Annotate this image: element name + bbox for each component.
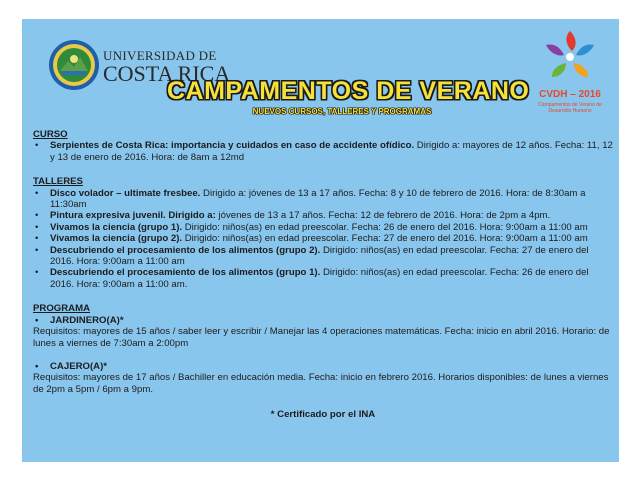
item-title: Disco volador – ultimate fresbee. (50, 187, 201, 199)
list-item (33, 210, 613, 221)
cvdh-subtext: Campamentos de Verano de Desarrollo Humano (538, 102, 602, 114)
content-body (33, 129, 613, 421)
talleres-list (33, 188, 613, 291)
program-name: • JARDINERO(A)* (33, 315, 613, 326)
item-title: Serpientes de Costa Rica: importancia y cuidados en caso de accidente ofídico. (50, 140, 415, 152)
section-heading-talleres: TALLERES (33, 176, 83, 188)
page-subtitle: NUEVOS CURSOS, TALLERES Y PROGRAMAS (252, 107, 432, 116)
item-detail: jóvenes de 13 a 17 años. Fecha: 12 de febrero de 2016. Hora: de 2pm a 4pm. (215, 210, 551, 222)
ucr-name-line1: UNIVERSIDAD DE (103, 48, 217, 63)
list-item (33, 233, 613, 244)
ucr-seal-icon (48, 39, 100, 91)
item-detail: Dirigido a: jóvenes de 13 a 17 años. Fecha: 8 y 10 de febrero de 2016. Hora: de 8:30am a 11:30am (50, 187, 586, 211)
programa-list-2 (33, 361, 613, 372)
section-heading-curso: CURSO (33, 129, 68, 140)
item-detail: Dirigido: niños(as) en edad preescolar. Fecha: 27 de enero del 2016. Hora: 9:00am a 11:00 am (50, 244, 589, 268)
item-detail: Dirigido: niños(as) en edad preescolar. Fecha: 27 de enero del 2016. Hora: 9:00am a 11:00 am (182, 233, 588, 245)
programa-list-1 (33, 315, 613, 326)
item-title: Descubriendo el procesamiento de los alimentos (grupo 2). (50, 244, 321, 256)
item-title: Vivamos la ciencia (grupo 2). (50, 233, 183, 245)
item-detail: Dirigido a: mayores de 12 años. Fecha: 11, 12 y 13 de enero de 2016. Hora: de 8am a 12md (50, 140, 613, 163)
cvdh-label: CVDH – 2016 (539, 89, 601, 100)
program-detail: Requisitos: mayores de 17 años / Bachiller en educación media. Fecha: inicio en febrero 2016. Horarios disponibles: de lunes a viernes de 2pm a 5pm / 6pm a 9pm. (33, 372, 609, 395)
item-title: Pintura expresiva juvenil. Dirigido a: (50, 210, 216, 222)
program-detail: Requisitos: mayores de 15 años / saber leer y escribir / Manejar las 4 operaciones matemáticas. Fecha: inicio en abril 2016. Horario: de lunes a viernes de 7:30am a 2:00pm (33, 326, 610, 349)
list-item (33, 245, 613, 268)
ucr-name-line2: COSTA RICA (103, 61, 231, 86)
cvdh-star-icon (532, 27, 608, 89)
section-heading-programa: PROGRAMA (33, 303, 91, 315)
list-item (33, 188, 613, 211)
item-title: Vivamos la ciencia (grupo 1). (50, 221, 183, 233)
program-name: • CAJERO(A)* (33, 361, 613, 372)
item-title: Descubriendo el procesamiento de los alimentos (grupo 1). (50, 267, 321, 279)
item-detail: Dirigido: niños(as) en edad preescolar. Fecha: 26 de enero del 2016. Hora: 9:00am a 11:00 am. (50, 267, 589, 290)
curso-list (33, 140, 613, 163)
cvdh-logo (532, 27, 612, 127)
footer-note: * Certificado por el INA (270, 409, 376, 421)
list-item (33, 267, 613, 290)
list-item (33, 222, 613, 233)
item-detail: Dirigido: niños(as) en edad preescolar. Fecha: 26 de enero del 2016. Hora: 9:00am a 11:00 am (182, 221, 588, 233)
list-item (33, 140, 613, 163)
flyer-panel (22, 19, 619, 462)
page-title: CAMPAMENTOS DE VERANO (167, 77, 530, 105)
